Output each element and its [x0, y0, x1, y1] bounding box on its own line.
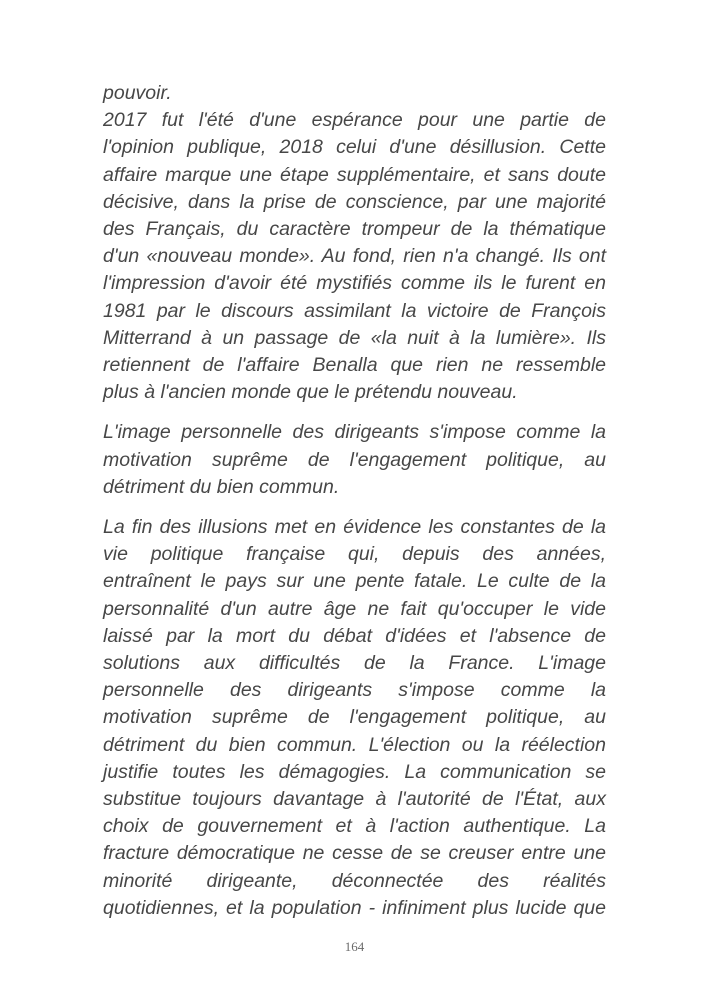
text-line: l'impression d'avoir été mystifiés comme ils le furent en	[103, 272, 606, 295]
text-line: pouvoir.	[103, 82, 172, 104]
text-line: justifie toutes les démagogies. La communication se	[103, 760, 606, 783]
text-line: 2017 fut l'été d'une espérance pour une partie de	[103, 109, 606, 132]
text-line: des Français, du caractère trompeur de la thématique	[103, 218, 606, 241]
text-line: détriment du bien commun.	[103, 475, 340, 498]
text-line: plus à l'ancien monde que le prétendu nouveau.	[103, 381, 518, 404]
text-line: vie politique française qui, depuis des années,	[103, 543, 606, 566]
text-line: détriment du bien commun. L'élection ou la réélection	[103, 733, 606, 756]
text-line: choix de gouvernement et à l'action authentique. La	[103, 815, 606, 838]
text-line: décisive, dans la prise de conscience, par une majorité	[103, 190, 606, 213]
text-line: quotidiennes, et la population - infiniment plus lucide que	[103, 896, 606, 919]
paragraph	[103, 419, 606, 501]
text-line: personnalité d'un autre âge ne fait qu'occuper le vide	[103, 597, 606, 620]
page-number: 164	[344, 939, 365, 954]
text-line: personnelle des dirigeants s'impose comme la	[103, 679, 606, 702]
text-line: substitue toujours davantage à l'autorité de l'État, aux	[103, 788, 606, 811]
text-line: motivation suprême de l'engagement politique, au	[103, 448, 606, 471]
text-line: La fin des illusions met en évidence les constantes de la	[103, 516, 606, 539]
text-line: Mitterrand à un passage de «la nuit à la lumière». Ils	[103, 326, 606, 349]
paragraph	[103, 514, 606, 922]
text-line: retiennent de l'affaire Benalla que rien ne ressemble	[103, 354, 606, 377]
text-line: minorité dirigeante, déconnectée des réalités	[103, 869, 606, 892]
page-text-column	[103, 80, 606, 922]
text-line: laissé par la mort du débat d'idées et l'absence de	[103, 624, 606, 647]
text-line: fracture démocratique ne cesse de se creuser entre une	[103, 842, 606, 865]
text-line: d'un «nouveau monde». Au fond, rien n'a changé. Ils ont	[103, 245, 606, 268]
paragraph	[103, 80, 606, 406]
text-line: affaire marque une étape supplémentaire, et sans doute	[103, 163, 606, 186]
text-line: motivation suprême de l'engagement politique, au	[103, 706, 606, 729]
text-line: l'opinion publique, 2018 celui d'une désillusion. Cette	[103, 136, 606, 159]
text-line: 1981 par le discours assimilant la victoire de François	[103, 299, 606, 322]
text-line: entraînent le pays sur une pente fatale. Le culte de la	[103, 570, 606, 593]
text-line: solutions aux difficultés de la France. L'image	[103, 652, 606, 675]
text-line: L'image personnelle des dirigeants s'impose comme la	[103, 421, 606, 444]
